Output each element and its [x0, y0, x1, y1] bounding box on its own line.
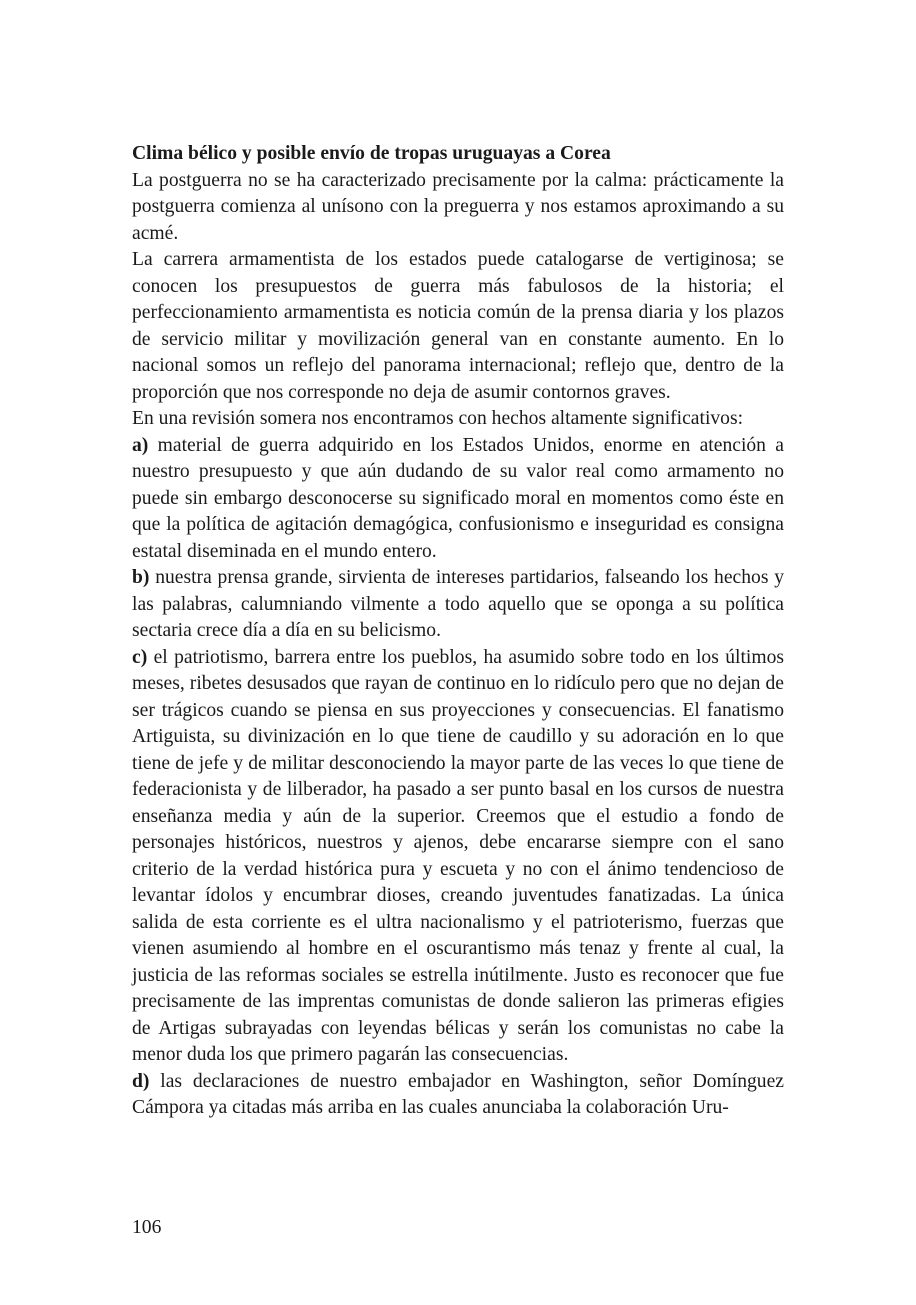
paragraph-text: En una revisión somera nos encontramos con hechos altamente significativos: [132, 408, 744, 429]
list-item-c [132, 645, 784, 1069]
list-item-b [132, 565, 784, 645]
paragraph-text: La carrera armamentista de los estados puede catalogarse de vertiginosa; se conocen los presupuestos de guerra más fabulosos de la historia; el perfeccionamiento armamentista es noticia común de la prensa diaria y los plazos de servicio militar y movilización general van en constante aumento. En lo nacional somos un reflejo del panorama internacional; reflejo que, dentro de la proporción que nos corresponde no deja de asumir contornos graves. [132, 249, 784, 403]
list-item-label: c) [132, 646, 148, 668]
page-number: 106 [132, 1217, 162, 1238]
list-item-label: a) [132, 434, 149, 456]
list-item-a [132, 433, 784, 566]
paragraph-intro [132, 168, 784, 248]
list-item-text: material de guerra adquirido en los Estados Unidos, enorme en atención a nuestro presupuesto y que aún dudando de su valor real como armamento no puede sin embargo desconocerse su significado moral en momentos como éste en que la política de agitación demagógica, confusionismo e inseguridad es consigna estatal diseminada en el mundo entero. [132, 434, 784, 562]
list-item-label: b) [132, 567, 150, 588]
section-heading: Clima bélico y posible envío de tropas uruguayas a Corea [132, 143, 611, 164]
list-item-text: el patriotismo, barrera entre los pueblos, ha asumido sobre todo en los últimos meses, ribetes desusados que rayan de continuo en lo ridículo pero que no dejan de ser trágicos cuando se piensa en sus proyecciones y consecuencias. El fanatismo Artiguista, su divinización en lo que tiene de caudillo y su adoración en lo que tiene de jefe y de militar desconociendo la mayor parte de las veces lo que tiene de federacionista y de lilberador, ha pasado a ser punto basal en los cursos de nuestra enseñanza media y aún de la superior. Creemos que el estudio a fondo de personajes históricos, nuestros y ajenos, debe encararse siempre con el sano criterio de la verdad histórica pura y escueta y no con el ánimo tendencioso de levantar ídolos y encumbrar dioses, creando juventudes fanatizadas. La única salida de esta corriente es el ultra nacionalismo y el patrioterismo, fuerzas que vienen asumiendo al hombre en el oscurantismo más tenaz y frente al cual, la justicia de las reformas sociales se estrella inútilmente. Justo es reconocer que fue precisamente de las imprentas comunistas de donde salieron las primeras efigies de Artigas subrayadas con leyendas bélicas y serán los comunistas no cabe la menor duda los que primero pagarán las consecuencias. [132, 646, 784, 1065]
list-item-text: las declaraciones de nuestro embajador en Washington, señor Domínguez Cámpora ya citadas más arriba en las cuales anunciaba la colaboración Uru- [132, 1070, 784, 1118]
list-item-d [132, 1069, 784, 1122]
list-item-text: nuestra prensa grande, sirvienta de intereses partidarios, falseando los hechos y las palabras, calumniando vilmente a todo aquello que se oponga a su política sectaria crece día a día en su belicismo. [132, 567, 784, 641]
paragraph-text: La postguerra no se ha caracterizado precisamente por la calma: prácticamente la postguerra comienza al unísono con la preguerra y nos estamos aproximando a su acmé. [132, 169, 784, 244]
list-item-label: d) [132, 1070, 150, 1092]
page-body [132, 141, 784, 1122]
paragraph-armamentism [132, 247, 784, 406]
paragraph-review [132, 406, 784, 433]
